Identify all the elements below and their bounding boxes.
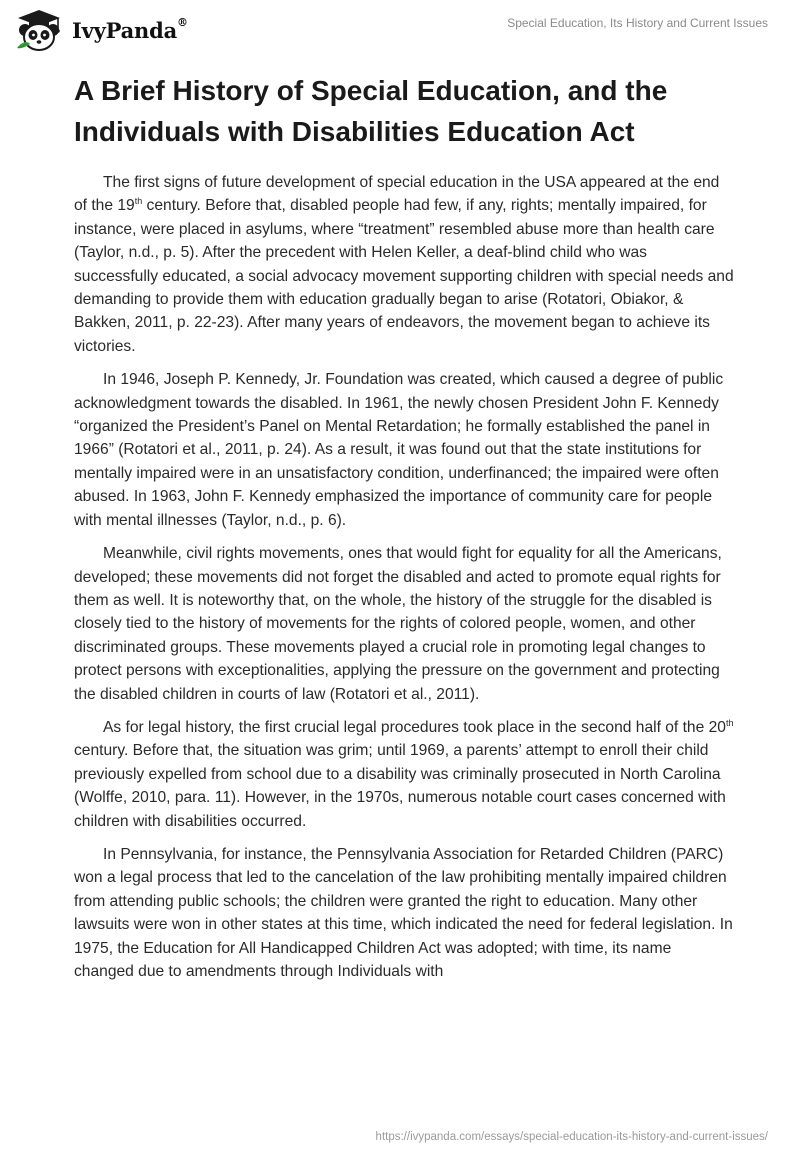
panda-graduate-logo-icon	[14, 8, 64, 52]
ivypanda-logo[interactable]	[14, 8, 188, 52]
paragraph-1	[74, 171, 734, 358]
page-header	[0, 0, 800, 64]
brand-name-text: IvyPanda	[72, 17, 178, 43]
superscript-th: th	[725, 717, 734, 728]
brand-name	[72, 15, 188, 43]
paragraph-1-text-b: century. Before that, disabled people had few, if any, rights; mentally impaired, for instance, were placed in asylums, where “treatment” resembled abuse more than health care (Taylor, n.d., p. 5). After the precedent with Helen Keller, a deaf-blind child who was successfully educated, a social advocacy movement supporting children with special needs and demanding to provide them with education gradually began to arise (Rotatori, Obiakor, & Bakken, 2011, p. 22-23). After many years of endeavors, the movement began to achieve its victories.	[74, 197, 734, 355]
paragraph-3: Meanwhile, civil rights movements, ones that would fight for equality for all the Americans, developed; these movements did not forget the disabled and acted to promote equal rights for them as well. It is noteworthy that, on the whole, the history of the struggle for the disabled is closely tied to the history of movements for the rights of colored people, women, and other discriminated groups. These movements played a crucial role in promoting legal changes to protect persons with exceptionalities, applying the pressure on the government and protecting the disabled children in courts of law (Rotatori et al., 2011).	[74, 545, 722, 703]
paragraph-2: In 1946, Joseph P. Kennedy, Jr. Foundation was created, which caused a degree of public acknowledgment towards the disabled. In 1961, the newly chosen President John F. Kennedy “organized the President’s Panel on Mental Retardation; he formally established the panel in 1966” (Rotatori et al., 2011, p. 24). As a result, it was found out that the state institutions for mentally impaired were in an unsatisfactory condition, underfinanced; the impaired were often abused. In 1963, John F. Kennedy emphasized the importance of community care for people with mental illnesses (Taylor, n.d., p. 6).	[74, 371, 724, 529]
superscript-th: th	[134, 196, 143, 207]
paragraph-5: In Pennsylvania, for instance, the Pennsylvania Association for Retarded Children (PARC) won a legal process that led to the cancelation of the law prohibiting mentally impaired children from attending public schools; the children were granted the right to education. Many other lawsuits were won in other states at this time, which indicated the need for federal legislation. In 1975, the Education for All Handicapped Children Act was adopted; with time, its name changed due to amendments through Individuals with	[74, 845, 733, 980]
paragraph-1-text-a: The first signs of future development of special education in the USA appeared at the end of the 19	[74, 174, 720, 215]
article-heading: A Brief History of Special Education, and the Individuals with Disabilities Education Act	[74, 75, 668, 147]
registered-mark: ®	[177, 15, 188, 29]
article-body	[74, 171, 734, 993]
paragraph-4-text-a: As for legal history, the first crucial legal procedures took place in the second half of the 20	[103, 718, 726, 736]
source-url-link[interactable]: https://ivypanda.com/essays/special-education-its-history-and-current-issues/	[375, 1131, 768, 1143]
paragraph-4-text-b: century. Before that, the situation was grim; until 1969, a parents’ attempt to enroll their child previously expelled from school due to a disability was criminally prosecuted in North Carolina (Wolffe, 2010, para. 11). However, in the 1970s, numerous notable court cases concerned with children with disabilities occurred.	[74, 742, 726, 830]
paragraph-4	[74, 716, 734, 833]
document-title: Special Education, Its History and Current Issues	[507, 16, 768, 30]
